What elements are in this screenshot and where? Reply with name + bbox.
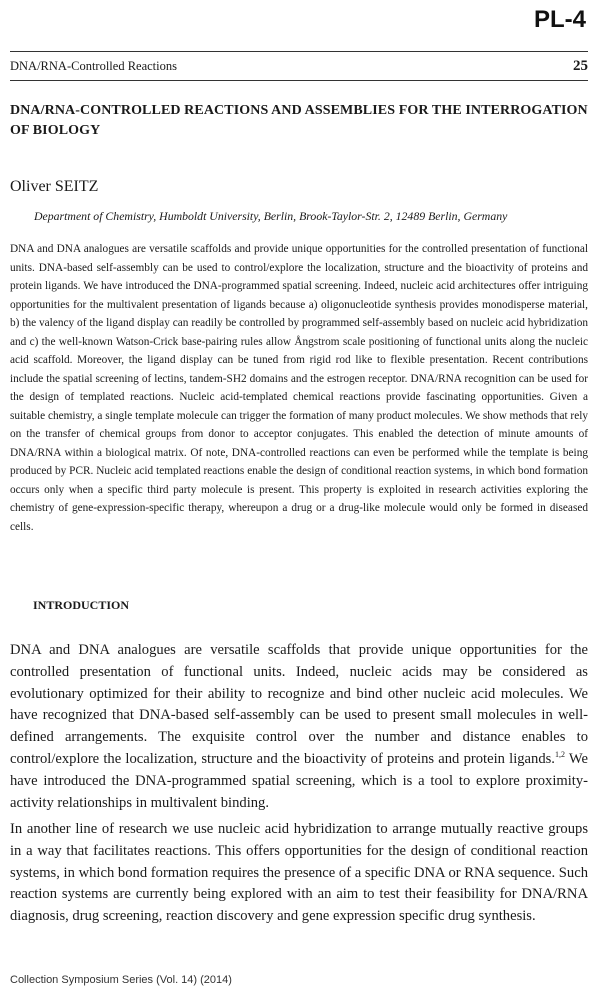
page-code: PL-4 (533, 6, 586, 33)
running-head (10, 58, 588, 75)
header-rule-top (10, 51, 588, 52)
introduction-paragraph-1-continued: We have introduced the DNA-programmed spatial screening, which is a tool to explore proximity-activity relationships in multivalent binding. (10, 750, 588, 811)
footer-series: Collection Symposium Series (Vol. 14) (2014) (10, 974, 232, 986)
running-head-title: DNA/RNA-Controlled Reactions (10, 59, 177, 73)
author-affiliation: Department of Chemistry, Humboldt University, Berlin, Brook-Taylor-Str. 2, 12489 Berlin, Germany (34, 209, 508, 223)
paper-title: DNA/RNA-CONTROLLED REACTIONS AND ASSEMBLIES FOR THE INTERROGATION OF BIOLOGY (10, 103, 588, 138)
section-heading-introduction: INTRODUCTION (33, 598, 130, 612)
citation-reference: 1,2 (554, 750, 565, 760)
abstract: DNA and DNA analogues are versatile scaffolds and provide unique opportunities for the controlled presentation of functional units. DNA-based self-assembly can be used to control/explore the localization, structure and the bioactivity of proteins and protein ligands. We have introduced the DNA-programmed spatial screening. Indeed, nucleic acid architectures offer intriguing opportunities for the multivalent presentation of ligands because a) oligonucleotide synthesis provides monodisperse material, b) the valency of the ligand display can readily be controlled by programmed self-assembly based on nucleic acid hybridization and c) the well-known Watson-Crick base-pairing rules allow Ångstrom scale positioning of functional units along the nucleic acid scaffold. Moreover, the ligand display can be tuned from rigid rod like to flexible presentation. Recent contributions include the spatial screening of lectins, tandem-SH2 domains and the estrogen receptor. DNA/RNA recognition can be used for the design of templated reactions. Nucleic acid-templated chemical reactions provide fascinating opportunities. Given a suitable chemistry, a single template molecule can trigger the formation of many product molecules. We show methods that rely on the transfer of chemical groups from donor to acceptor conjugates. This enabled the detection of minute amounts of DNA/RNA within a biological matrix. Of note, DNA-controlled reactions can even be performed while the template is being produced by PCR. Nucleic acid templated reactions enable the design of conditional reaction systems, in which bond formation occurs only when a specific third party molecule is present. This property is exploited in research activities exploring the chemistry of gene-expression-specific therapy, whereupon a drug or a drug-like molecule would only be formed in diseased cells. (10, 243, 588, 533)
introduction-paragraph-2: In another line of research we use nucleic acid hybridization to arrange mutually reactive groups in a way that facilitates reactions. This offers opportunities for the design of conditional reaction systems, in which bond formation requires the presence of a specific DNA or RNA sequence. Such reaction systems are currently being explored with an aim to test their feasibility for DNA/RNA diagnosis, drug screening, reaction discovery and gene expression specific drug synthesis. (10, 821, 588, 925)
page-number: 25 (573, 58, 588, 74)
introduction-paragraph-1 (10, 640, 588, 814)
introduction-paragraph-1-text: DNA and DNA analogues are versatile scaffolds that provide unique opportunities for the controlled presentation of functional units. Indeed, nucleic acids may be considered as evolutionary optimized for their ability to recognize and bind other nucleic acid molecules. We have recognized that DNA-based self-assembly can be used to present small molecules in well-defined arrangements. The exquisite control over the number and distance enables to control/explore the localization, structure and the bioactivity of proteins and protein ligands. (10, 642, 588, 767)
author-name: Oliver SEITZ (10, 178, 99, 195)
header-rule-bottom (10, 80, 588, 81)
